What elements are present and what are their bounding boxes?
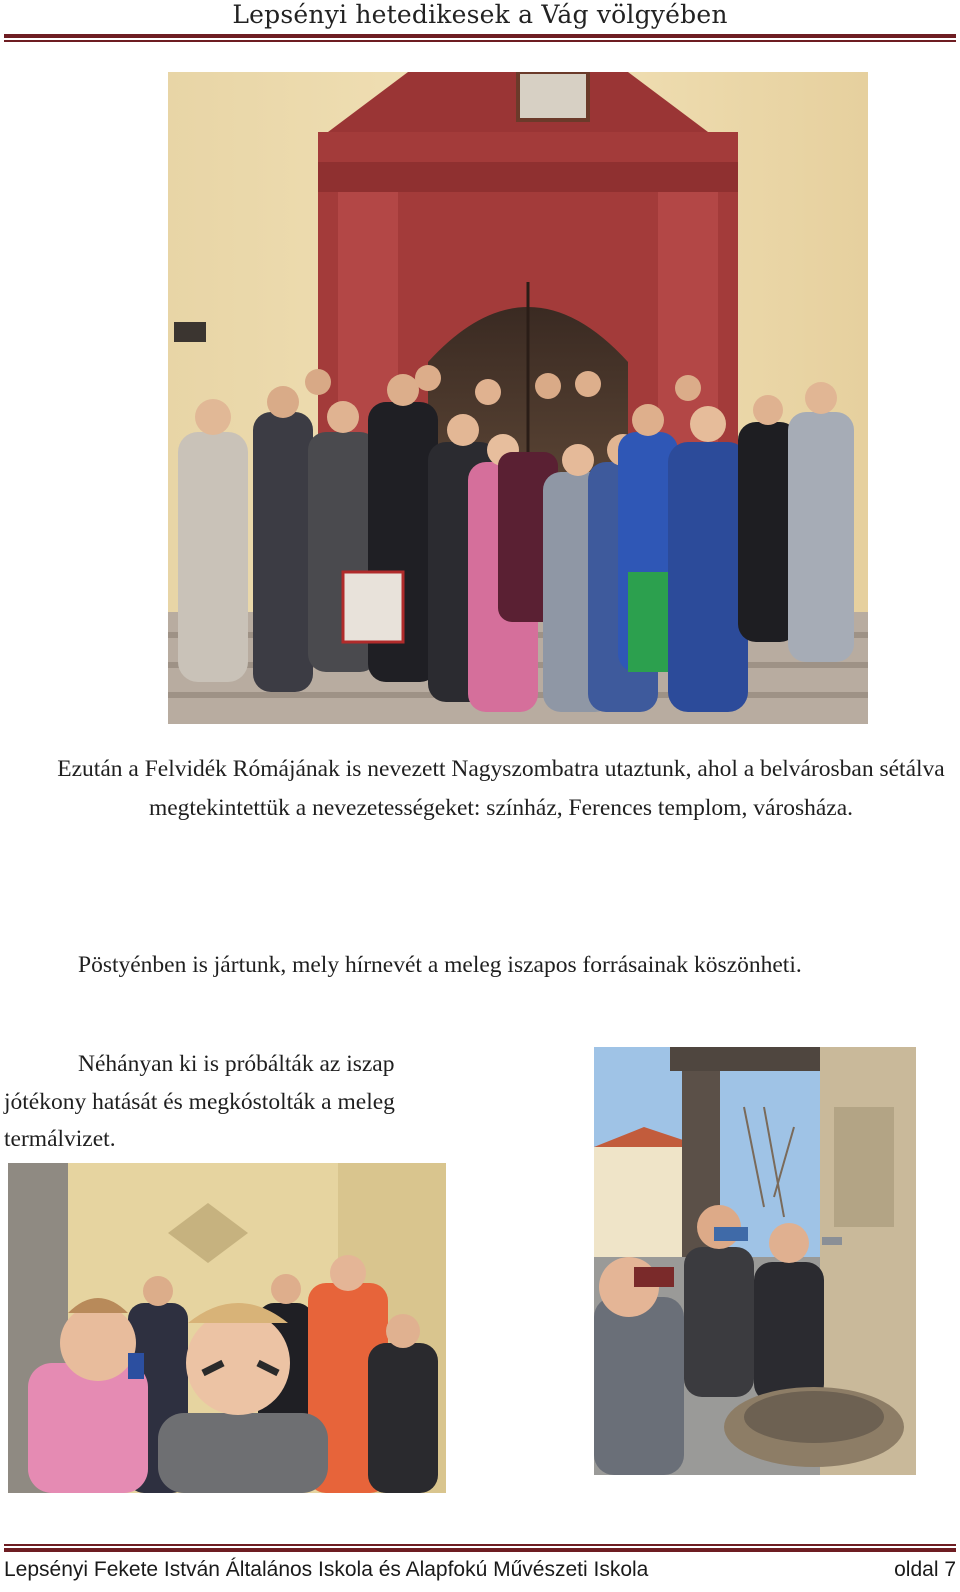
paragraph-postyen: Pöstyénben is jártunk, mely hírnevét a meleg iszapos forrásainak köszönheti. xyxy=(78,952,802,978)
photo-mud-faces xyxy=(8,1163,446,1493)
header-rule xyxy=(4,34,956,42)
paragraph-mud-thermal: Néhányan ki is próbálták az iszap jótékony hatását és megkóstolták a meleg termálvizet. xyxy=(4,1051,395,1152)
page-header-title: Lepsényi hetedikesek a Vág völgyében xyxy=(232,0,728,29)
footer-school-name: Lepsényi Fekete István Általános Iskola és Alapfokú Művészeti Iskola xyxy=(4,1558,649,1581)
footer-page-number: oldal 7 xyxy=(894,1558,956,1581)
photo-thermal-fountain xyxy=(594,1047,916,1475)
paragraph-nagyszombat: Ezután a Felvidék Rómájának is nevezett Nagyszombatra utaztunk, ahol a belvárosban sétálva megtekintettük a nevezetességeket: színház, Ferences templom, városháza. xyxy=(57,756,945,821)
footer-rule xyxy=(4,1544,956,1552)
page-footer xyxy=(4,1553,956,1587)
group-photo-church-portal xyxy=(168,72,868,724)
